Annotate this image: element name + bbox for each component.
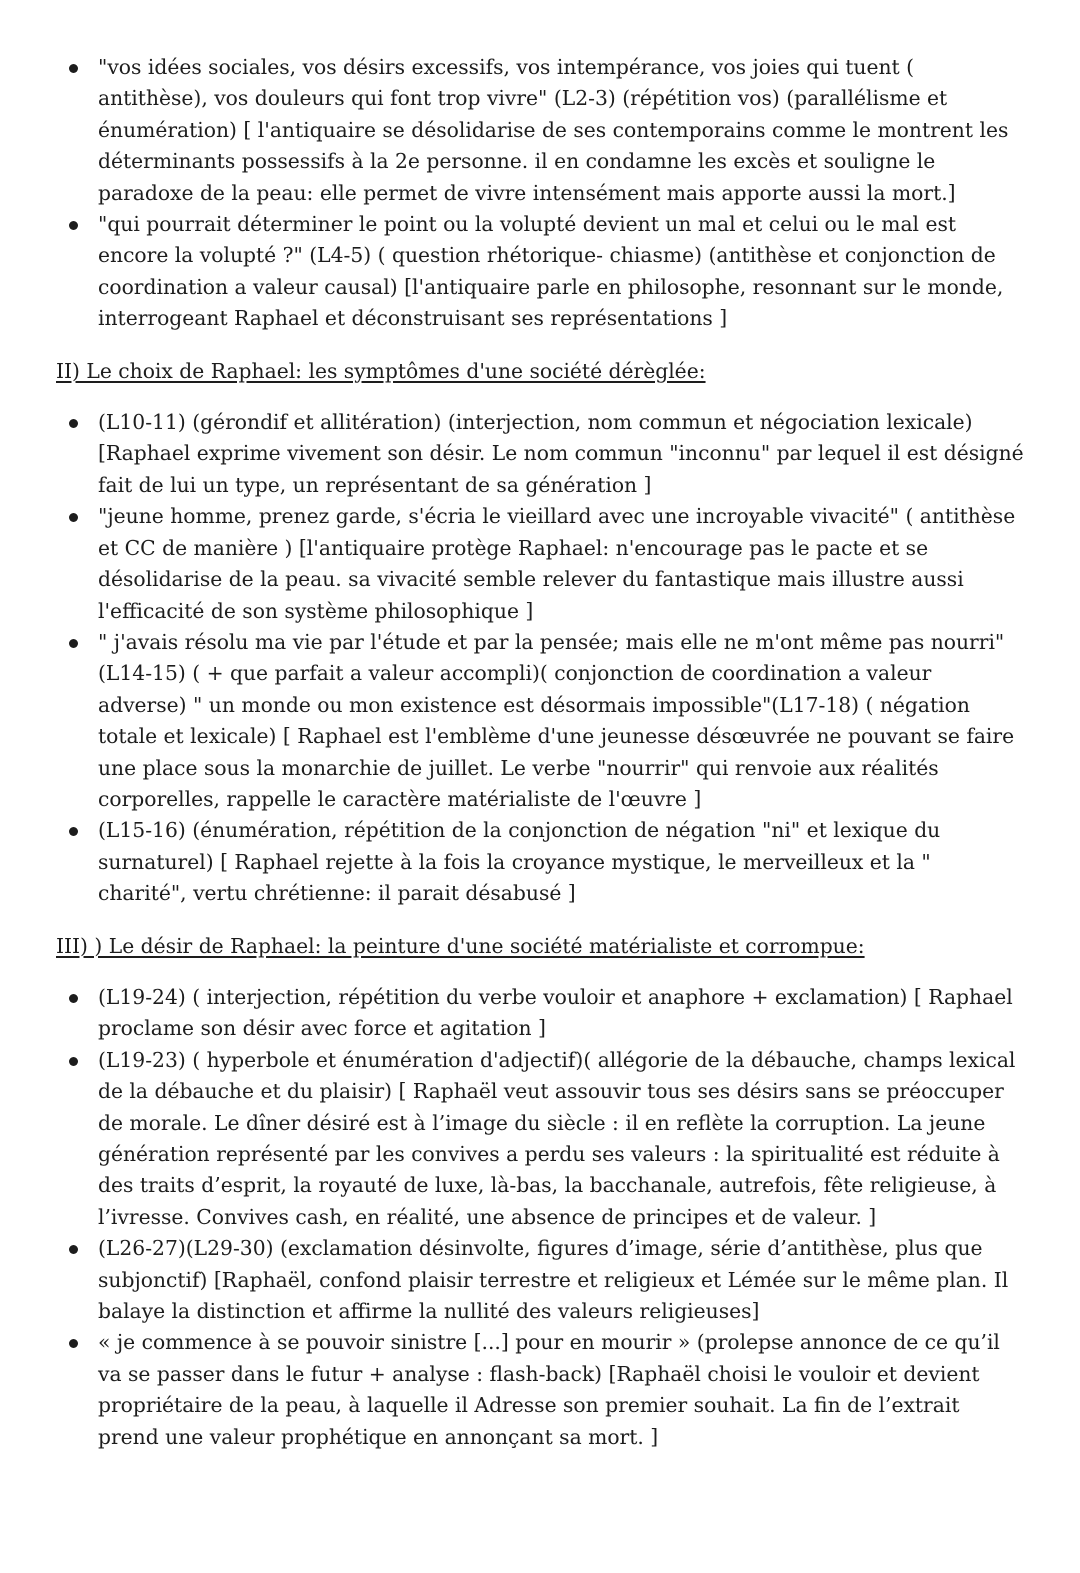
bullet-icon [69,827,78,836]
bullet-icon [69,513,78,522]
list-item-text: (L10-11) (gérondif et allitération) (interjection, nom commun et négociation lexicale) [Raphael exprime vivement son désir. Le nom commun "inconnu" par lequel il est désigné fait de lui un type, un représentant de sa génération ] [98,410,1024,497]
list-item-text: "jeune homme, prenez garde, s'écria le vieillard avec une incroyable vivacité" ( antithèse et CC de manière ) [l'antiquaire protège Raphael: n'encourage pas le pacte et se désolidarise de la peau. sa vivacité semble relever du fantastique mais illustre aussi l'efficacité de son système philosophique ] [98,504,1016,623]
list-item-text: "vos idées sociales, vos désirs excessifs, vos intempérance, vos joies qui tuent ( antithèse), vos douleurs qui font trop vivre" (L2-3) (répétition vos) (parallélisme et énumération) [ l'antiquaire se désolidarise de ses contemporains comme le montrent les déterminants possessifs à la 2e personne. il en condamne les excès et souligne le paradoxe de la peau: elle permet de vivre intensément mais apporte aussi la mort.] [98,55,1009,205]
bullet-icon [69,64,78,73]
section-heading-3: III) ) Le désir de Raphael: la peinture d'une société matérialiste et corrompue: [56,933,865,958]
section-2-bullet-list [56,407,1024,910]
bullet-icon [69,1057,78,1066]
list-item [56,52,1024,209]
list-item [56,1233,1024,1327]
list-item-text: « je commence à se pouvoir sinistre [...] pour en mourir » (prolepse annonce de ce qu’il va se passer dans le futur + analyse : flash-back) [Raphaël choisi le vouloir et devient propriétaire de la peau, à laquelle il Adresse son premier souhait. La fin de l’extrait prend une valeur prophétique en annonçant sa mort. ] [98,1330,1000,1449]
list-item-text: "qui pourrait déterminer le point ou la volupté devient un mal et celui ou le mal est encore la volupté ?" (L4-5) ( question rhétorique- chiasme) (antithèse et conjonction de coordination a valeur causal) [l'antiquaire parle en philosophe, resonnant sur le monde, interrogeant Raphael et déconstruisant ses représentations ] [98,212,1004,331]
list-item [56,407,1024,501]
intro-bullet-list [56,52,1024,335]
bullet-icon [69,994,78,1003]
section-3-bullet-list [56,982,1024,1453]
list-item [56,982,1024,1045]
list-item [56,1045,1024,1233]
bullet-icon [69,1339,78,1348]
list-item [56,815,1024,909]
list-item-text: " j'avais résolu ma vie par l'étude et par la pensée; mais elle ne m'ont même pas nourri"(L14-15) ( + que parfait a valeur accompli)( conjonction de coordination a valeur adverse) " un monde ou mon existence est désormais impossible"(L17-18) ( négation totale et lexicale) [ Raphael est l'emblème d'une jeunesse désœuvrée ne pouvant se faire une place sous la monarchie de juillet. Le verbe "nourrir" qui renvoie aux réalités corporelles, rappelle le caractère matérialiste de l'œuvre ] [98,629,1015,811]
list-item [56,1327,1024,1453]
list-item-text: (L19-23) ( hyperbole et énumération d'adjectif)( allégorie de la débauche, champs lexical de la débauche et du plaisir) [ Raphaël veut assouvir tous ses désirs sans se préoccuper de morale. Le dîner désiré est à l’image du siècle : il en reflète la corruption. La jeune génération représenté par les convives a perdu ses valeurs : la spiritualité est réduite à des traits d’esprit, la royauté de luxe, là-bas, la bacchanale, autrefois, fête religieuse, à l’ivresse. Convives cash, en réalité, une absence de principes et de valeur. ] [98,1047,1016,1229]
list-item [56,209,1024,335]
bullet-icon [69,1245,78,1254]
list-item-text: (L26-27)(L29-30) (exclamation désinvolte, figures d’image, série d’antithèse, plus que subjonctif) [Raphaël, confond plaisir terrestre et religieux et Lémée sur le même plan. Il balaye la distinction et affirme la nullité des valeurs religieuses] [98,1236,1009,1324]
list-item-text: (L19-24) ( interjection, répétition du verbe vouloir et anaphore + exclamation) [ Raphael proclame son désir avec force et agitation ] [98,984,1013,1041]
list-item [56,501,1024,627]
section-heading-2: II) Le choix de Raphael: les symptômes d'une société dérèglée: [56,358,706,383]
bullet-icon [69,419,78,428]
bullet-icon [69,221,78,230]
list-item [56,627,1024,815]
list-item-text: (L15-16) (énumération, répétition de la conjonction de négation "ni" et lexique du surnaturel) [ Raphael rejette à la fois la croyance mystique, le merveilleux et la " charité", vertu chrétienne: il parait désabusé ] [98,818,941,906]
bullet-icon [69,639,78,648]
